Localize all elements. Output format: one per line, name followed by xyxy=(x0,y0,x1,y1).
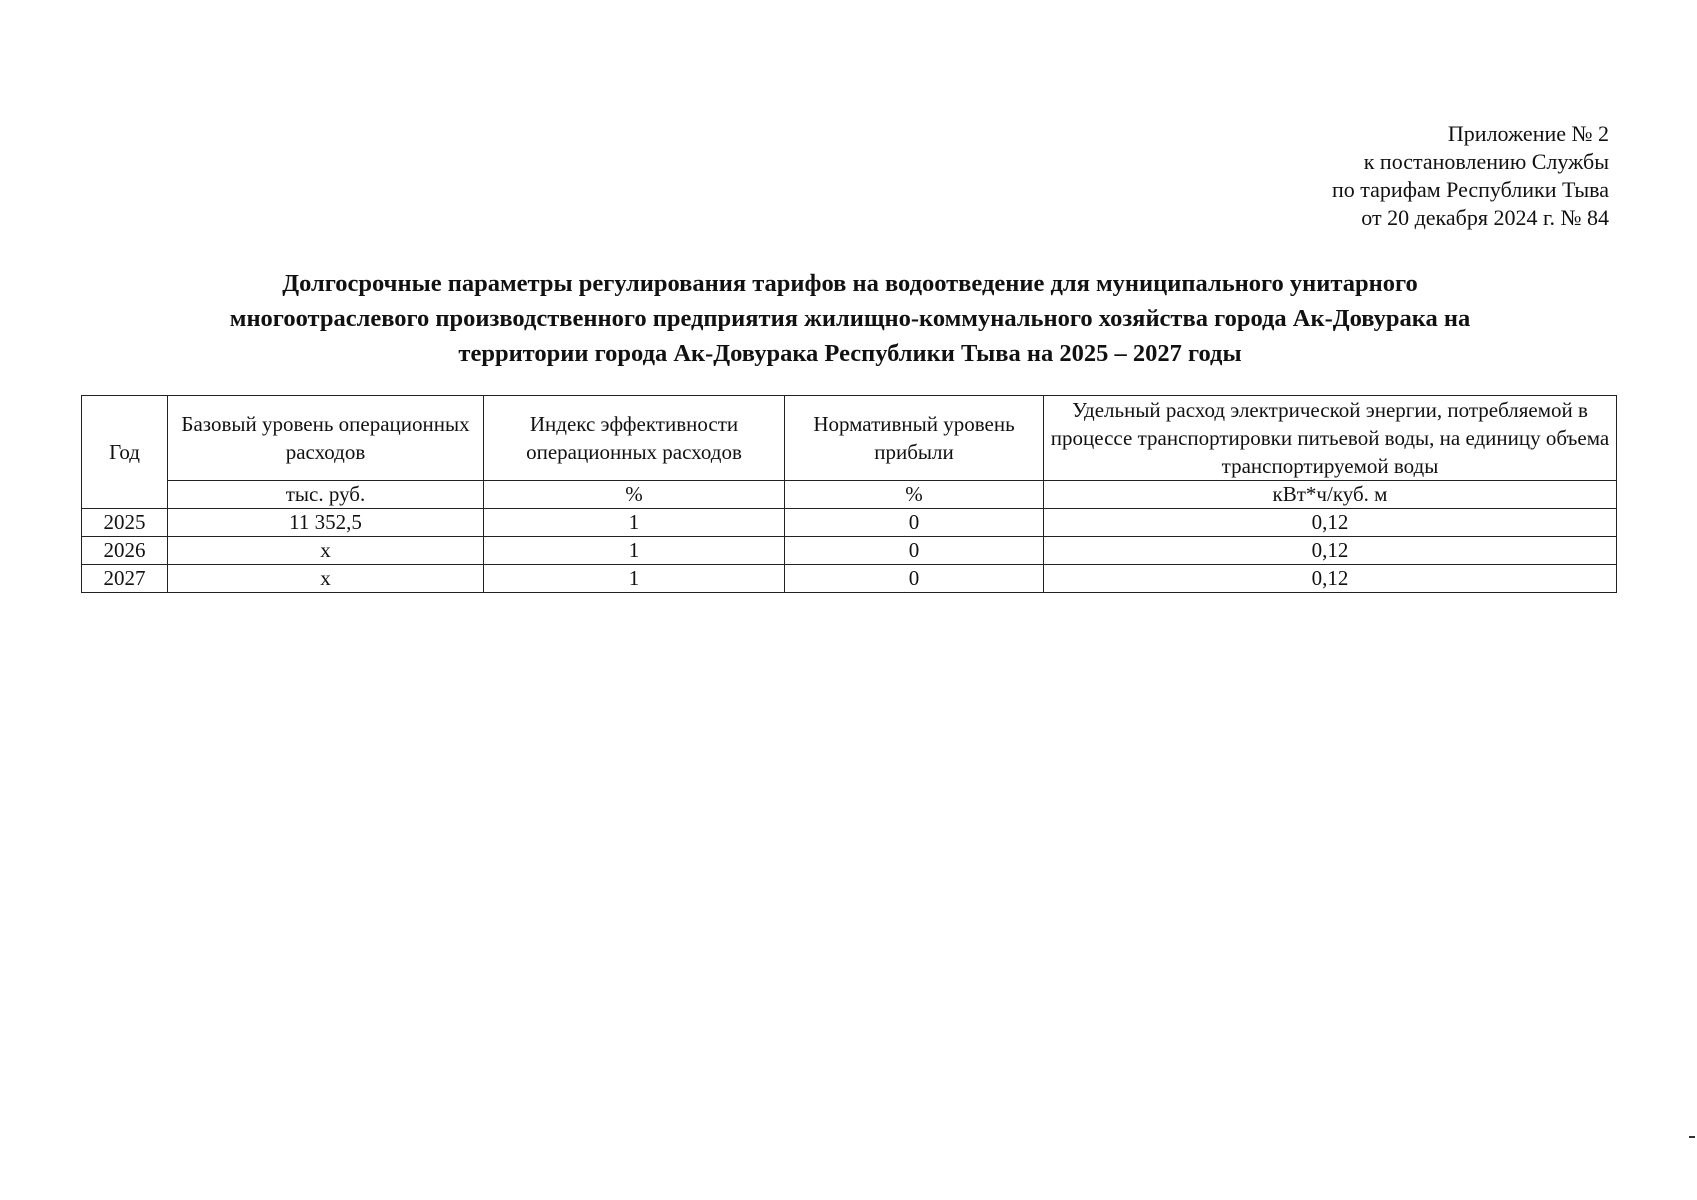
table-units-row xyxy=(82,481,1617,509)
cell-base-opex: х xyxy=(168,537,484,565)
header-year: Год xyxy=(82,396,168,509)
unit-energy-consumption: кВт*ч/куб. м xyxy=(1044,481,1617,509)
cell-profit-level: 0 xyxy=(785,565,1044,593)
header-energy-consumption: Удельный расход электрической энергии, потребляемой в процессе транспортировки питьевой воды, на единицу объема транспортируемой воды xyxy=(1044,396,1617,481)
appendix-reference xyxy=(1332,120,1609,232)
title-line: многоотраслевого производственного предприятия жилищно-коммунального хозяйства города Ак-Довурака на xyxy=(229,305,1471,332)
table-row xyxy=(82,537,1617,565)
header-efficiency-index: Индекс эффективности операционных расходов xyxy=(484,396,785,481)
cell-energy-consumption: 0,12 xyxy=(1044,537,1617,565)
cell-efficiency-index: 1 xyxy=(484,509,785,537)
header-base-opex: Базовый уровень операционных расходов xyxy=(168,396,484,481)
document-title xyxy=(90,266,1610,371)
cell-energy-consumption: 0,12 xyxy=(1044,565,1617,593)
appendix-line: от 20 декабря 2024 г. № 84 xyxy=(1361,205,1609,230)
cell-profit-level: 0 xyxy=(785,537,1044,565)
table-row xyxy=(82,509,1617,537)
appendix-line: к постановлению Службы xyxy=(1363,149,1609,174)
cell-year: 2025 xyxy=(82,509,168,537)
unit-efficiency-index: % xyxy=(484,481,785,509)
cell-profit-level: 0 xyxy=(785,509,1044,537)
appendix-line: Приложение № 2 xyxy=(1447,121,1609,146)
cell-base-opex: х xyxy=(168,565,484,593)
title-line: территории города Ак-Довурака Республики Тыва на 2025 – 2027 годы xyxy=(458,340,1242,367)
scan-edge-mark xyxy=(1689,1136,1695,1138)
cell-base-opex: 11 352,5 xyxy=(168,509,484,537)
header-profit-level: Нормативный уровень прибыли xyxy=(785,396,1044,481)
appendix-line: по тарифам Республики Тыва xyxy=(1332,177,1609,202)
title-line: Долгосрочные параметры регулирования тарифов на водоотведение для муниципального унитарного xyxy=(282,270,1418,297)
parameters-table xyxy=(81,395,1617,593)
unit-profit-level: % xyxy=(785,481,1044,509)
cell-year: 2027 xyxy=(82,565,168,593)
table-row xyxy=(82,565,1617,593)
cell-energy-consumption: 0,12 xyxy=(1044,509,1617,537)
cell-year: 2026 xyxy=(82,537,168,565)
cell-efficiency-index: 1 xyxy=(484,565,785,593)
table-header-row xyxy=(82,396,1617,481)
unit-base-opex: тыс. руб. xyxy=(168,481,484,509)
cell-efficiency-index: 1 xyxy=(484,537,785,565)
